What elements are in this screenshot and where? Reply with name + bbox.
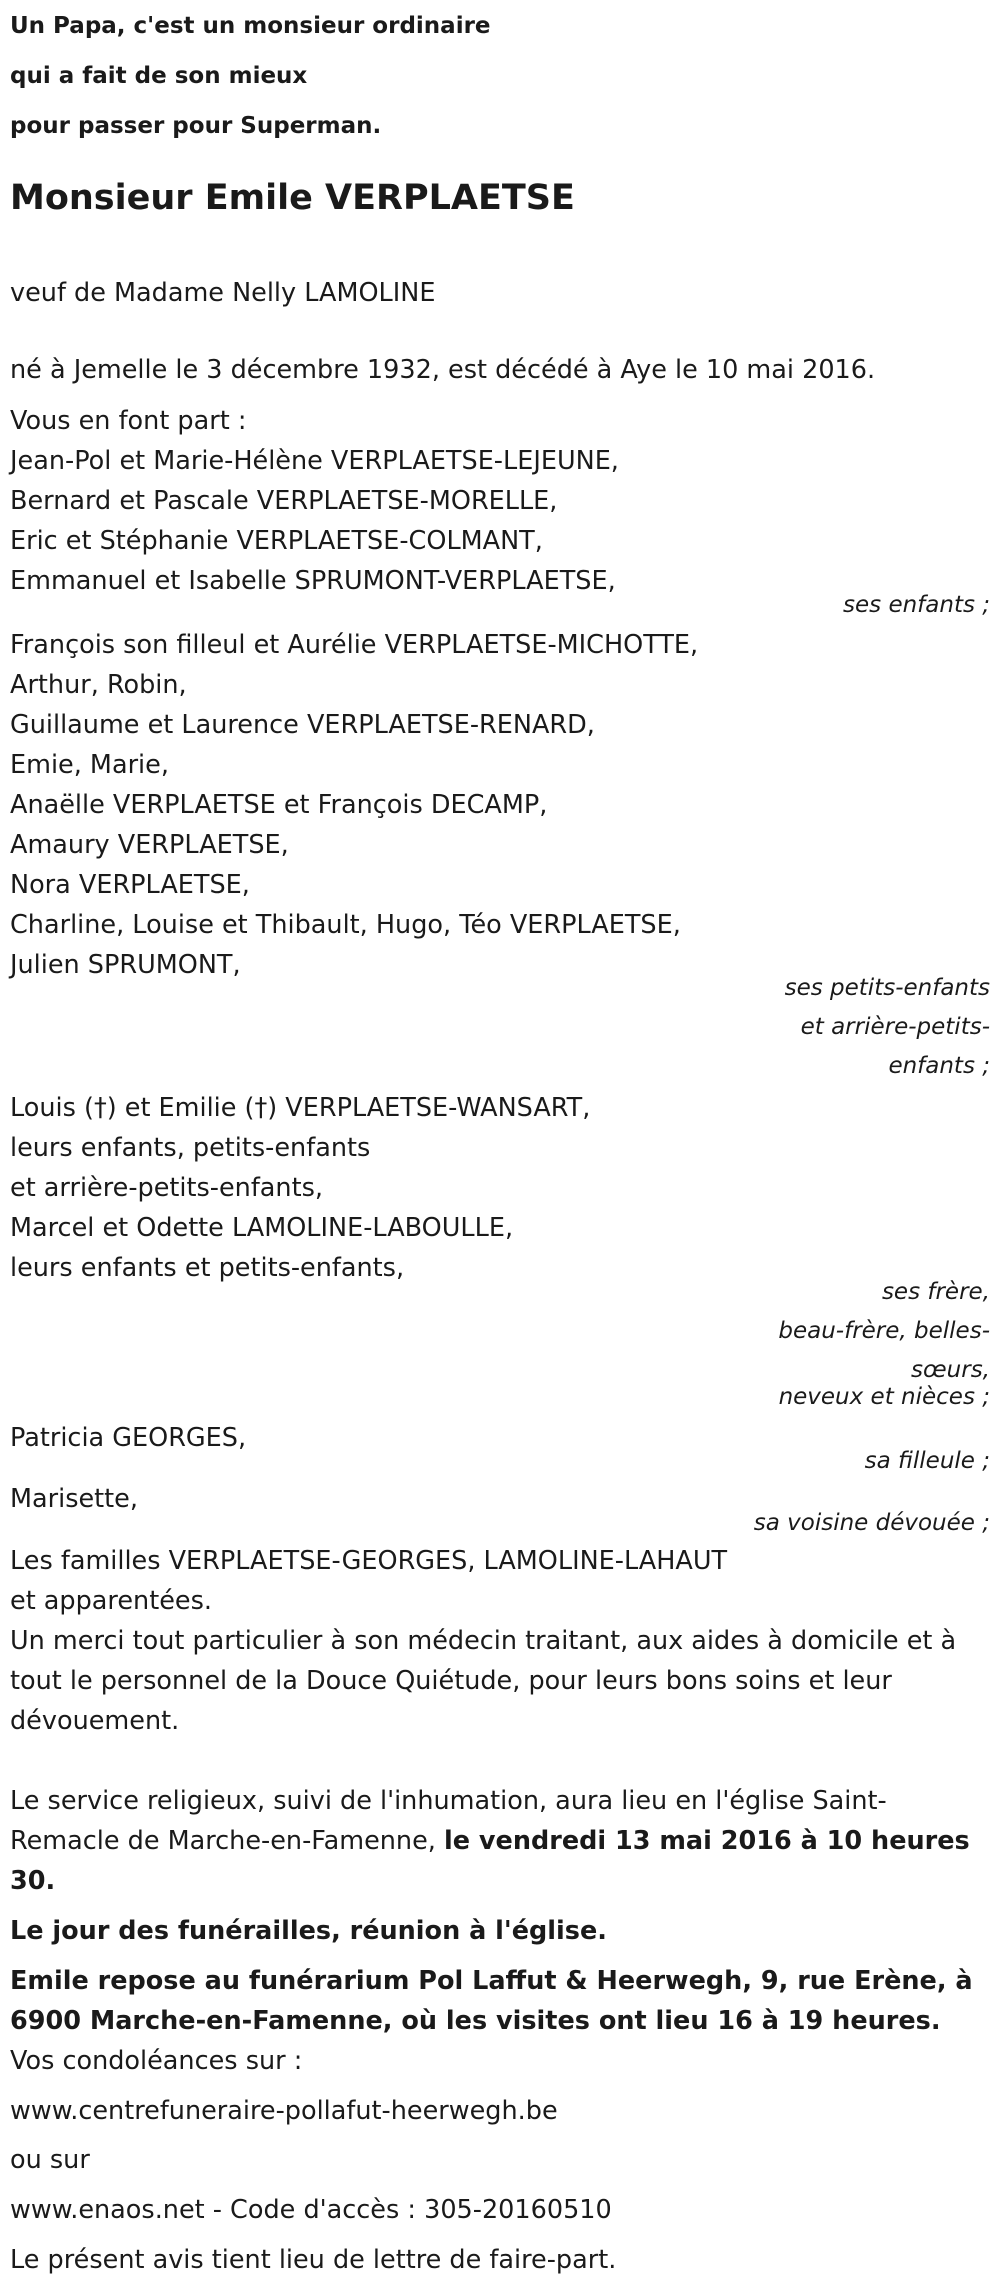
quote-line-3: pour passer pour Superman. <box>10 113 382 139</box>
list-item: Eric et Stéphanie VERPLAETSE-COLMANT, <box>10 526 543 556</box>
service-text: Le service religieux, suivi de l'inhumation, aura lieu en l'église Saint-Remacle de Marche-en-Famenne, <box>10 1786 887 1856</box>
label-line: ses petits-enfants <box>784 975 990 1001</box>
children-list <box>10 441 619 601</box>
announcement-intro: Vous en font part : <box>10 406 247 436</box>
list-item: leurs enfants et petits-enfants, <box>10 1253 405 1283</box>
deceased-name: Monsieur Emile VERPLAETSE <box>10 178 575 218</box>
label-line: enfants ; <box>888 1053 990 1079</box>
label-line: ses frère, <box>881 1279 990 1305</box>
list-item: Jean-Pol et Marie-Hélène VERPLAETSE-LEJEUNE, <box>10 446 619 476</box>
list-item: leurs enfants, petits-enfants <box>10 1133 371 1163</box>
list-item: Julien SPRUMONT, <box>10 950 241 980</box>
service-paragraph <box>10 1781 990 1901</box>
quote-line-1: Un Papa, c'est un monsieur ordinaire <box>10 13 491 39</box>
list-item: Bernard et Pascale VERPLAETSE-MORELLE, <box>10 486 558 516</box>
neighbor-line: Marisette, <box>10 1484 138 1514</box>
list-item: Marcel et Odette LAMOLINE-LABOULLE, <box>10 1213 514 1243</box>
list-item: et arrière-petits-enfants, <box>10 1173 323 1203</box>
birth-death-line: né à Jemelle le 3 décembre 1932, est décédé à Aye le 10 mai 2016. <box>10 355 876 385</box>
website-2: www.enaos.net - Code d'accès : 305-20160510 <box>10 2195 612 2225</box>
list-item: François son filleul et Aurélie VERPLAETSE-MICHOTTE, <box>10 630 699 660</box>
thanks-paragraph: Un merci tout particulier à son médecin traitant, aux aides à domicile et à tout le personnel de la Douce Quiétude, pour leurs bons soins et leur dévouement. <box>10 1626 957 1736</box>
children-label: ses enfants ; <box>843 592 990 618</box>
siblings-label <box>778 1273 990 1390</box>
condolences-intro: Vos condoléances sur : <box>10 2046 303 2076</box>
list-item: Anaëlle VERPLAETSE et François DECAMP, <box>10 790 548 820</box>
list-item: Amaury VERPLAETSE, <box>10 830 289 860</box>
neighbor-label: sa voisine dévouée ; <box>753 1510 990 1536</box>
siblings-label-end: neveux et nièces ; <box>778 1384 990 1410</box>
quote-block <box>10 1 491 151</box>
grandchildren-list <box>10 625 698 985</box>
list-item: Charline, Louise et Thibault, Hugo, Téo VERPLAETSE, <box>10 910 681 940</box>
closing-line: Le présent avis tient lieu de lettre de faire-part. <box>10 2245 617 2275</box>
goddaughter-label: sa filleule ; <box>864 1448 990 1474</box>
rest-text: Emile repose au funérarium Pol Laffut & Heerwegh, 9, rue Erène, à 6900 Marche-en-Famenne, où les visites ont lieu 16 à 19 heures. <box>10 1966 973 2036</box>
list-item: et apparentées. <box>10 1586 212 1616</box>
list-item: Nora VERPLAETSE, <box>10 870 250 900</box>
meeting-line: Le jour des funérailles, réunion à l'église. <box>10 1916 607 1946</box>
rest-paragraph <box>10 1961 990 2081</box>
label-line: beau-frère, belles- <box>778 1318 990 1344</box>
website-1: www.centrefuneraire-pollafut-heerwegh.be <box>10 2096 558 2126</box>
families-block <box>10 1541 727 1621</box>
siblings-list <box>10 1088 590 1288</box>
label-line: et arrière-petits- <box>800 1014 990 1040</box>
list-item: Emmanuel et Isabelle SPRUMONT-VERPLAETSE, <box>10 566 616 596</box>
quote-line-2: qui a fait de son mieux <box>10 63 308 89</box>
or-line: ou sur <box>10 2145 90 2175</box>
spouse-line: veuf de Madame Nelly LAMOLINE <box>10 278 436 308</box>
list-item: Emie, Marie, <box>10 750 169 780</box>
service-date: le vendredi 13 mai 2016 à 10 heures 30. <box>10 1826 970 1896</box>
list-item: Louis (†) et Emilie (†) VERPLAETSE-WANSART, <box>10 1093 591 1123</box>
goddaughter-line: Patricia GEORGES, <box>10 1423 247 1453</box>
label-line: sœurs, <box>911 1357 990 1383</box>
list-item: Les familles VERPLAETSE-GEORGES, LAMOLINE-LAHAUT <box>10 1546 728 1576</box>
list-item: Guillaume et Laurence VERPLAETSE-RENARD, <box>10 710 595 740</box>
grandchildren-label <box>785 969 990 1086</box>
list-item: Arthur, Robin, <box>10 670 187 700</box>
